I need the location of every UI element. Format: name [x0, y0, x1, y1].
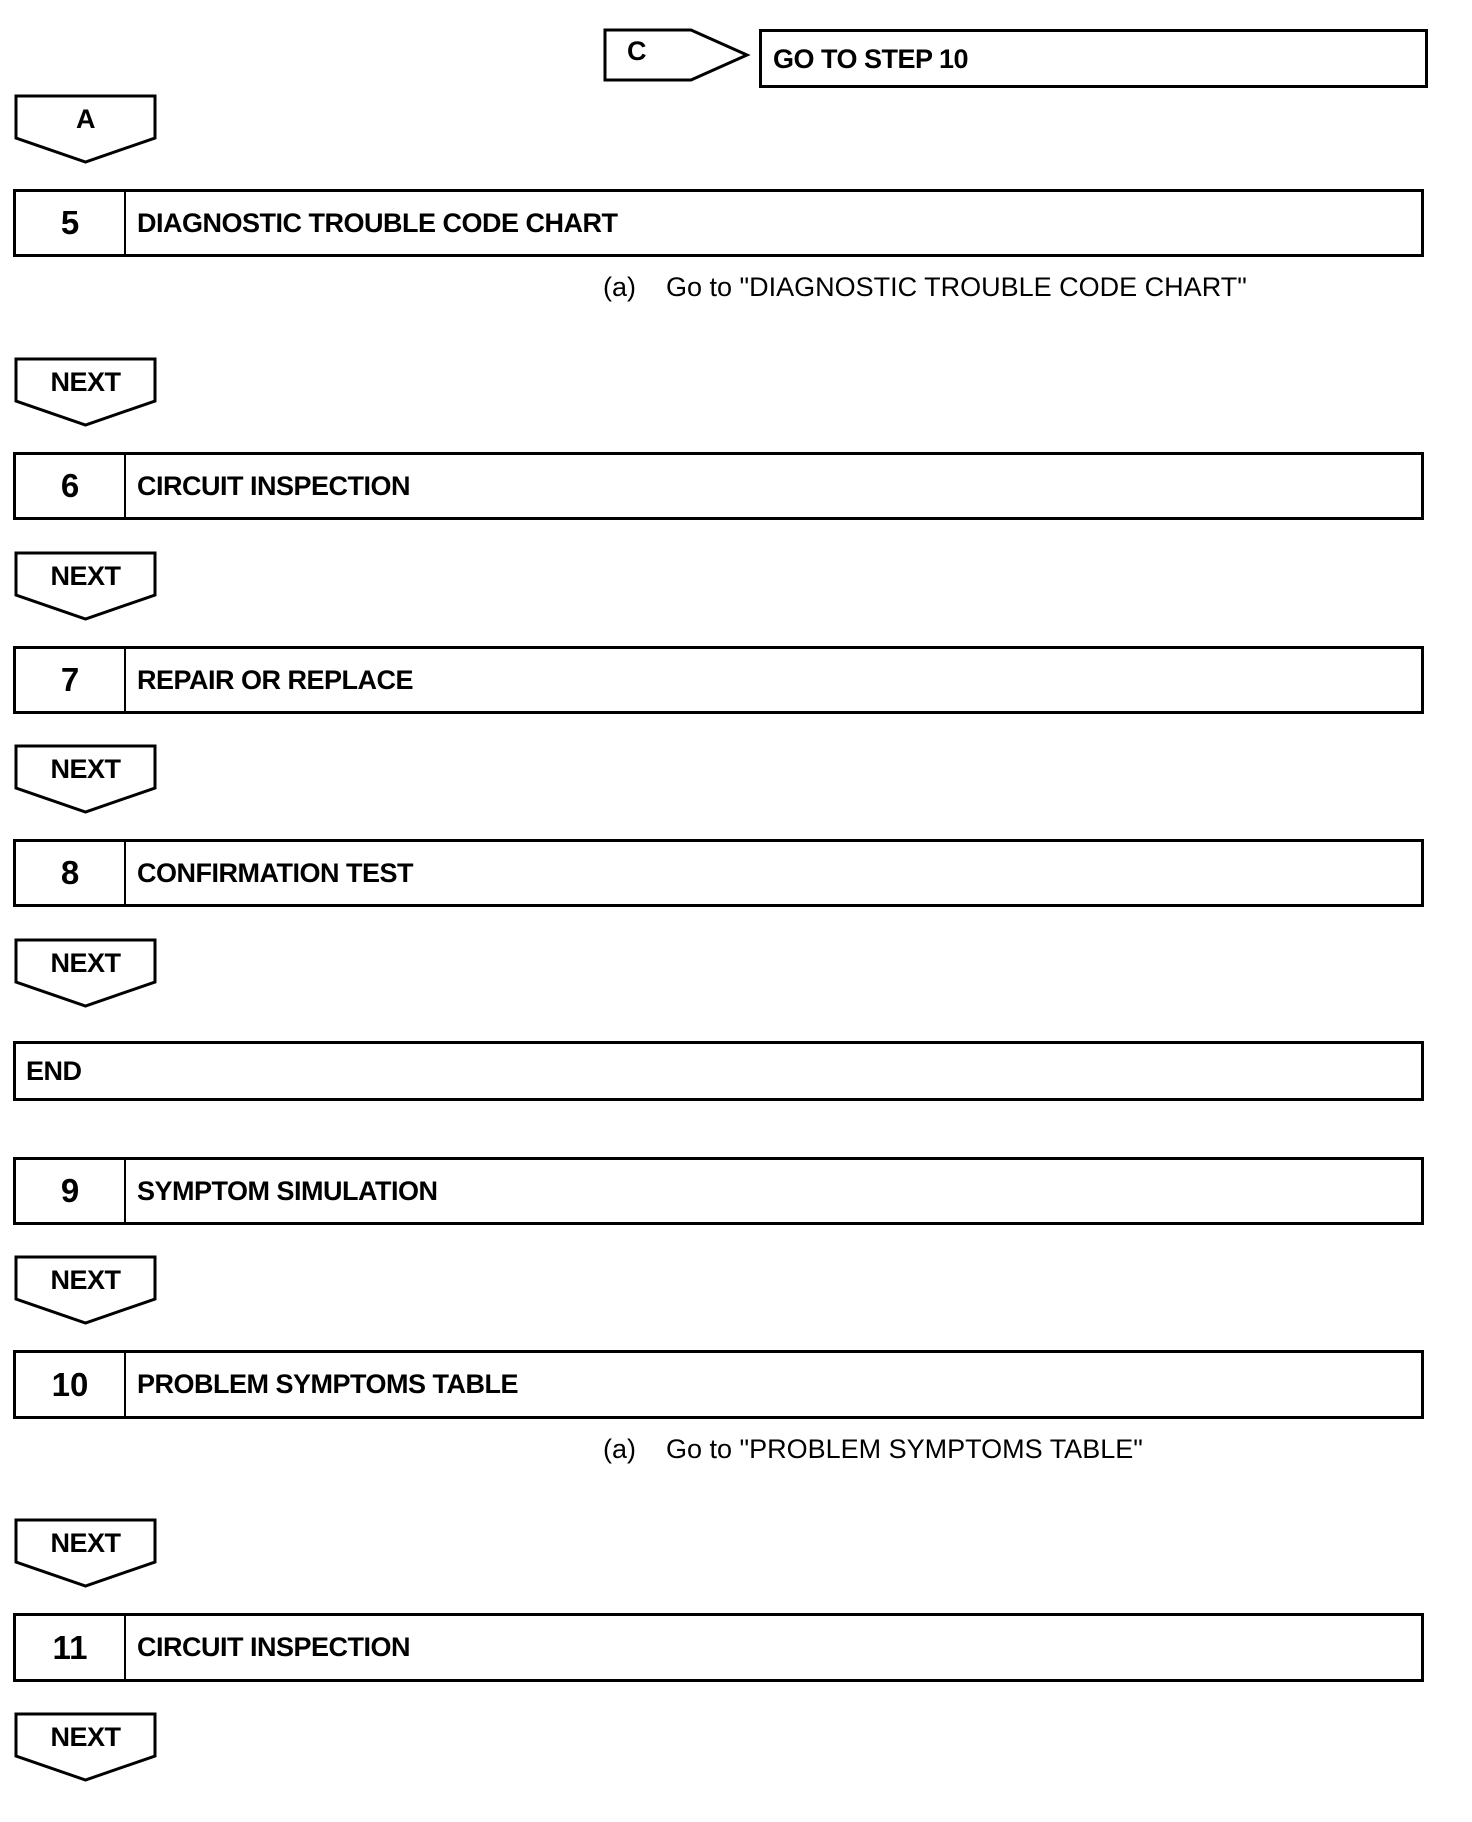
note-text: Go to "DIAGNOSTIC TROUBLE CODE CHART" — [666, 272, 1247, 302]
step-7 — [13, 646, 1424, 714]
step-5-note — [603, 272, 1247, 303]
next-arrow[interactable] — [14, 1255, 157, 1325]
step-5 — [13, 189, 1424, 257]
note-text: Go to "PROBLEM SYMPTOMS TABLE" — [666, 1434, 1143, 1464]
next-arrow[interactable] — [14, 551, 157, 621]
next-label: NEXT — [50, 948, 121, 978]
step-number: 11 — [16, 1616, 126, 1679]
end-box — [13, 1041, 1424, 1101]
next-arrow[interactable] — [14, 744, 157, 814]
step-number: 10 — [16, 1353, 126, 1416]
next-label: NEXT — [50, 754, 121, 784]
step-6 — [13, 452, 1424, 520]
note-tag: (a) — [603, 272, 636, 302]
step-10 — [13, 1350, 1424, 1419]
step-number: 8 — [16, 842, 126, 904]
step-title: REPAIR OR REPLACE — [137, 664, 414, 695]
next-arrow[interactable] — [14, 938, 157, 1008]
next-arrow[interactable] — [14, 1712, 157, 1782]
step-8 — [13, 839, 1424, 907]
step-9 — [13, 1157, 1424, 1225]
step-title: SYMPTOM SIMULATION — [137, 1175, 438, 1206]
step-number: 5 — [16, 192, 126, 254]
start-marker-a[interactable] — [14, 94, 157, 164]
step-title: PROBLEM SYMPTOMS TABLE — [137, 1369, 519, 1399]
step-title: CONFIRMATION TEST — [137, 857, 413, 888]
end-label: END — [26, 1055, 82, 1086]
next-label: NEXT — [50, 1722, 121, 1752]
step-11 — [13, 1613, 1424, 1682]
marker-label: A — [76, 104, 95, 134]
next-label: NEXT — [50, 367, 121, 397]
jump-label: C — [627, 36, 647, 66]
right-arrow-shape-icon — [603, 28, 751, 82]
next-label: NEXT — [50, 1528, 121, 1558]
next-arrow[interactable] — [14, 357, 157, 427]
next-label: NEXT — [50, 1265, 121, 1295]
go-to-step-text: GO TO STEP 10 — [773, 44, 969, 74]
step-title: CIRCUIT INSPECTION — [137, 1632, 411, 1662]
step-number: 6 — [16, 455, 126, 517]
next-arrow[interactable] — [14, 1518, 157, 1588]
jump-c-arrow[interactable] — [603, 28, 751, 82]
go-to-step-box[interactable] — [759, 29, 1428, 88]
step-title: CIRCUIT INSPECTION — [137, 470, 411, 501]
note-tag: (a) — [603, 1434, 636, 1464]
step-title: DIAGNOSTIC TROUBLE CODE CHART — [137, 207, 618, 238]
step-number: 9 — [16, 1160, 126, 1222]
step-10-note — [603, 1434, 1143, 1465]
next-label: NEXT — [50, 561, 121, 591]
step-number: 7 — [16, 649, 126, 711]
